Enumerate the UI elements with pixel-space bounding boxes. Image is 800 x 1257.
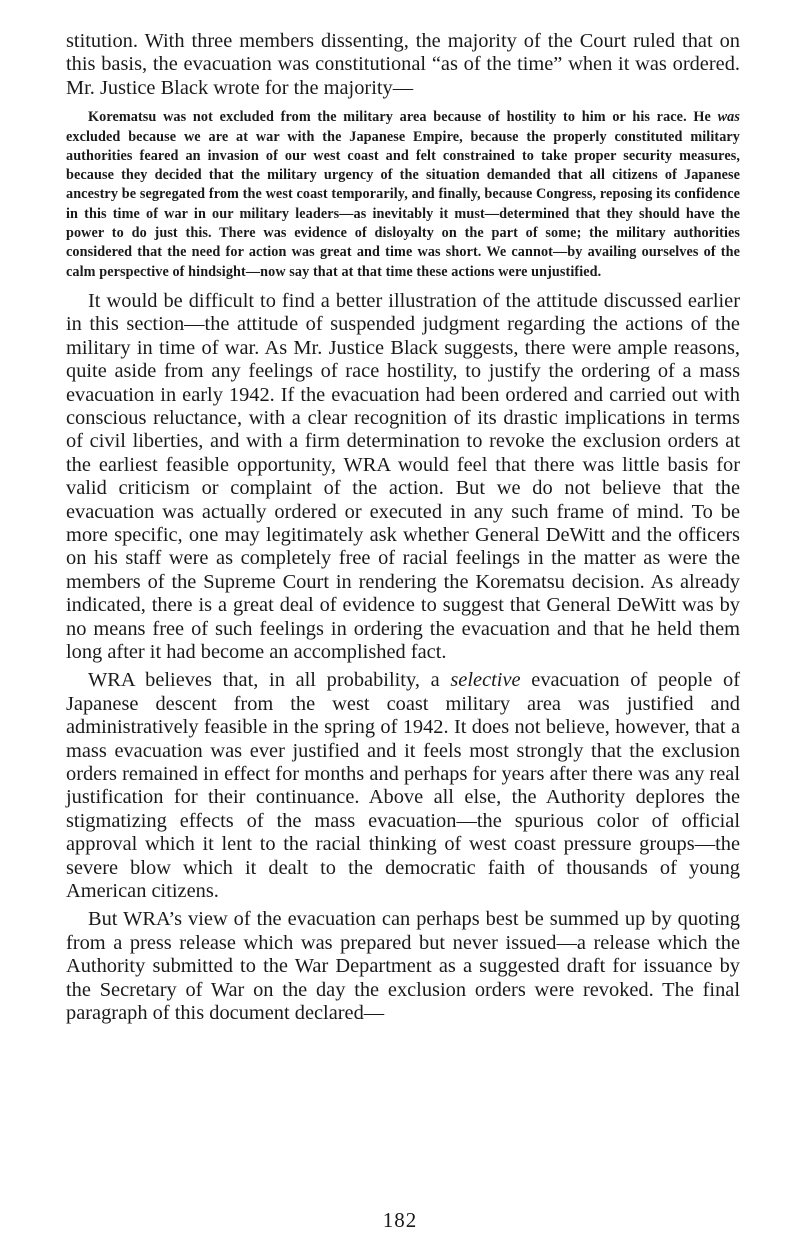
p3-text-after: evacuation of people of Japanese descent from the west coast military area was justified and administratively feasible in the spring of 1942. It does not believe, however, that a mass evacuation was ever justified and it feels most strongly that the exclusion orders remained in effect for months and perhaps for years after there was any real justification for their continuance. Above all else, the Authority deplores the stigmatizing effects of the mass evacuation—the spurious color of official approval which it lent to the racial thinking of west coast pressure groups—the severe blow which it dealt to the democratic faith of thousands of young American citizens. [66,669,740,903]
paragraph-illustration: It would be difficult to find a better illustration of the attitude discussed earlier in this section—the attitude of suspended judgment regarding the actions of the military in time of war. As Mr. Justice Black suggests, there were ample reasons, quite aside from any feelings of race hostility, to justify the ordering of a mass evacuation in early 1942. If the evacuation had been ordered and carried out with conscious reluctance, with a clear recognition of its drastic implications in terms of civil liberties, and with a firm determination to revoke the exclusion orders at the earliest feasible opportunity, WRA would feel that there was little basis for valid criticism or complaint of the action. But we do not believe that the evacuation was actually ordered or executed in any such frame of mind. To be more specific, one may legitimately ask whether General DeWitt and the officers on his staff were as completely free of racial feelings in the matter as were the members of the Supreme Court in rendering the Korematsu decision. As already indicated, there is a great deal of evidence to suggest that General DeWitt was by no means free of such feelings in ordering the evacuation and that he held them long after it had become an accomplished fact. [66,289,740,663]
quote-emphasis: was [717,109,740,126]
page-body [66,30,740,1025]
p3-text-before: WRA believes that, in all probability, a [88,669,451,692]
paragraph-continuation: stitution. With three members dissenting, the majority of the Court ruled that on this basis, the evacuation was constitutional “as of the time” when it was ordered. Mr. Justice Black wrote for the majority— [66,30,740,99]
page-number: 182 [382,1208,418,1232]
quote-text-before: Korematsu was not excluded from the military area because of hostility to him or his race. He [88,109,718,126]
p3-emphasis: selective [450,669,521,692]
paragraph-wra-believes [66,669,740,903]
paragraph-press-release: But WRA’s view of the evacuation can perhaps best be summed up by quoting from a press release which was prepared but never issued—a release which the Authority submitted to the War Department as a suggested draft for issuance by the Secretary of War on the day the exclusion orders were revoked. The final paragraph of this document declared— [66,908,740,1025]
quote-text-after: excluded because we are at war with the Japanese Empire, because the properly constituted military authorities feared an invasion of our west coast and felt constrained to take proper security measures, because they decided that the military urgency of the situation demanded that all citizens of Japanese ancestry be segregated from the west coast temporarily, and finally, because Congress, reposing its confidence in this time of war in our military leaders—as inevitably it must—determined that they should have the power to do just this. There was evidence of disloyalty on the part of some; the military authorities considered that the need for action was great and time was short. We cannot—by availing ourselves of the calm perspective of hindsight—now say that at that time these actions were unjustified. [66,128,740,280]
block-quote [66,108,740,282]
